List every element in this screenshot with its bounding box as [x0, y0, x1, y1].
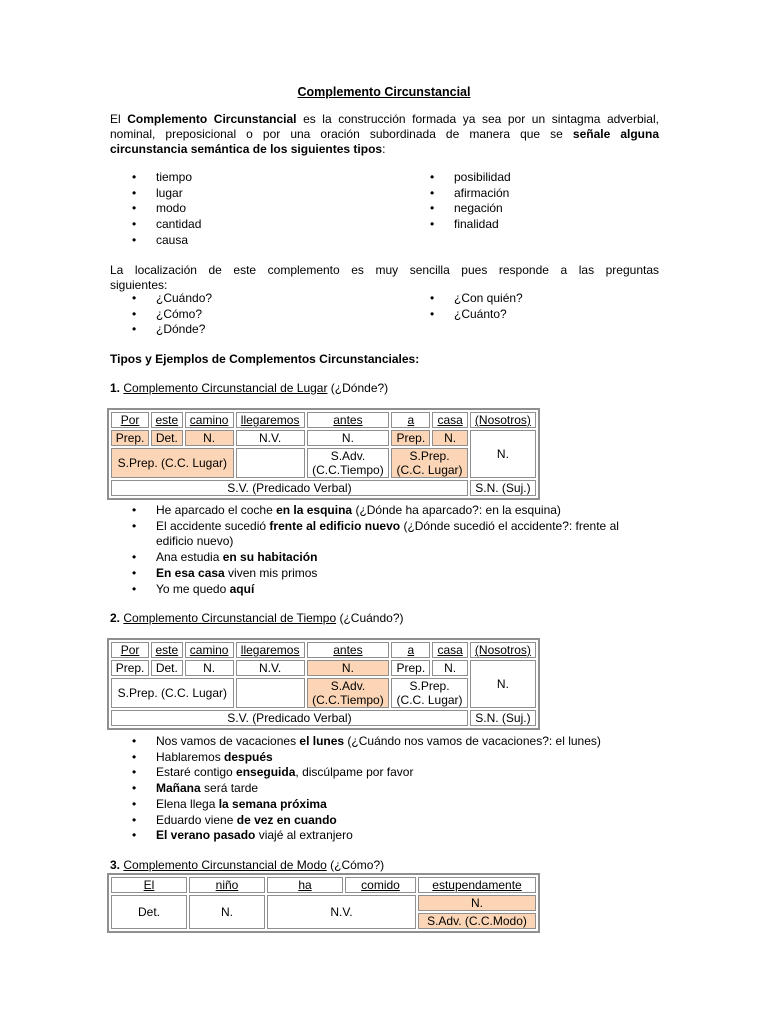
loc-line-1: La localización de este complemento es muy sencilla pues responde a las preguntas: [110, 263, 659, 277]
word-cell: estupendamente: [418, 877, 536, 893]
n-cell: N.: [470, 430, 536, 478]
word-cell: Por: [111, 412, 149, 428]
category-cell: N.V.: [267, 895, 416, 929]
list-item: • ¿Dónde?: [110, 322, 410, 338]
word-cell: antes: [307, 642, 390, 658]
category-cell: N.V.: [236, 660, 305, 676]
category-cell: Det.: [111, 895, 187, 929]
word-cell: llegaremos: [236, 412, 305, 428]
word-cell: casa: [432, 642, 467, 658]
list-item: • Yo me quedo aquí: [110, 582, 670, 598]
list-item: • tiempo: [110, 170, 410, 186]
section-1-heading: 1. Complemento Circunstancial de Lugar (¿Dónde?): [110, 381, 389, 395]
empty-cell: [236, 448, 305, 478]
category-cell: Det.: [151, 430, 183, 446]
intro-line-1: El Complemento Circunstancial es la construcción formada ya sea por un sintagma adverbial,: [110, 112, 659, 126]
questions-list-left: [110, 291, 410, 338]
phrase-cell: S.Adv. (C.C.Modo): [418, 913, 536, 929]
word-cell: El: [111, 877, 187, 893]
analysis-table-lugar: [107, 408, 540, 500]
phrase-cell: S.Adv. (C.C.Tiempo): [307, 678, 390, 708]
questions-list-right: [408, 291, 658, 322]
list-item: • ¿Cuánto?: [408, 307, 658, 323]
category-cell: N.: [432, 660, 467, 676]
intro-line-3: circunstancia semántica de los siguientes tipos:: [110, 142, 386, 156]
predicate-cell: S.V. (Predicado Verbal): [111, 480, 468, 496]
list-item: • posibilidad: [408, 170, 658, 186]
subject-cell: S.N. (Suj.): [470, 710, 536, 726]
list-item: • ¿Cómo?: [110, 307, 410, 323]
page-title: Complemento Circunstancial: [297, 85, 471, 99]
list-item: • lugar: [110, 186, 410, 202]
word-cell: camino: [185, 412, 234, 428]
word-cell: a: [391, 642, 430, 658]
category-cell: Prep.: [111, 660, 149, 676]
word-cell: (Nosotros): [470, 642, 536, 658]
list-item: • Hablaremos después: [110, 750, 670, 766]
list-item: • Estaré contigo enseguida, discúlpame por favor: [110, 765, 670, 781]
localization-paragraph: [110, 263, 659, 293]
section-3-heading: 3. Complemento Circunstancial de Modo (¿Cómo?): [110, 858, 385, 872]
phrase-cell: S.Prep. (C.C. Lugar): [391, 678, 468, 708]
intro-paragraph: [110, 112, 659, 157]
list-item: • Nos vamos de vacaciones el lunes (¿Cuándo nos vamos de vacaciones?: el lunes): [110, 734, 670, 750]
category-cell: Prep.: [391, 430, 430, 446]
section-2-heading: 2. Complemento Circunstancial de Tiempo (¿Cuándo?): [110, 611, 404, 625]
phrase-cell: S.Prep. (C.C. Lugar): [111, 448, 234, 478]
word-cell: este: [151, 412, 183, 428]
analysis-table-modo: [107, 873, 540, 933]
word-cell: camino: [185, 642, 234, 658]
list-item: • negación: [408, 201, 658, 217]
intro-line-2: nominal, preposicional o por una oración subordinada de manera que se señale alguna: [110, 127, 659, 141]
list-item: • He aparcado el coche en la esquina (¿Dónde ha aparcado?: en la esquina): [110, 503, 670, 519]
list-item: • ¿Con quién?: [408, 291, 658, 307]
predicate-cell: S.V. (Predicado Verbal): [111, 710, 468, 726]
category-cell: Prep.: [111, 430, 149, 446]
phrase-cell: S.Adv. (C.C.Tiempo): [307, 448, 390, 478]
word-cell: a: [391, 412, 430, 428]
types-list-right: [408, 170, 658, 233]
category-cell: N.: [307, 430, 390, 446]
phrase-cell: S.Prep. (C.C. Lugar): [391, 448, 468, 478]
n-cell: N.: [470, 660, 536, 708]
list-item: • Elena llega la semana próxima: [110, 797, 670, 813]
phrase-cell: S.Prep. (C.C. Lugar): [111, 678, 234, 708]
list-item: • finalidad: [408, 217, 658, 233]
types-heading: Tipos y Ejemplos de Complementos Circunstanciales:: [110, 352, 420, 366]
category-cell: Det.: [151, 660, 183, 676]
list-item: • afirmación: [408, 186, 658, 202]
word-cell: antes: [307, 412, 390, 428]
category-cell: N.: [432, 430, 467, 446]
list-item: • cantidad: [110, 217, 410, 233]
list-item: • causa: [110, 233, 410, 249]
analysis-table-tiempo: [107, 638, 540, 730]
list-item: • ¿Cuándo?: [110, 291, 410, 307]
word-cell: Por: [111, 642, 149, 658]
list-item: • El accidente sucedió frente al edificio nuevo (¿Dónde sucedió el accidente?: frente al edificio nuevo): [110, 519, 670, 550]
category-cell: Prep.: [391, 660, 430, 676]
category-cell: N.V.: [236, 430, 305, 446]
examples-lugar: [110, 503, 670, 597]
category-cell: N.: [418, 895, 536, 911]
loc-line-2: siguientes:: [110, 278, 168, 292]
word-cell: llegaremos: [236, 642, 305, 658]
word-cell: (Nosotros): [470, 412, 536, 428]
examples-tiempo: [110, 734, 670, 844]
word-cell: ha: [267, 877, 343, 893]
word-cell: niño: [189, 877, 265, 893]
word-cell: comido: [345, 877, 416, 893]
category-cell: N.: [307, 660, 390, 676]
word-cell: casa: [432, 412, 467, 428]
list-item: • Ana estudia en su habitación: [110, 550, 670, 566]
category-cell: N.: [185, 660, 234, 676]
empty-cell: [236, 678, 305, 708]
list-item: • En esa casa viven mis primos: [110, 566, 670, 582]
list-item: • Eduardo viene de vez en cuando: [110, 813, 670, 829]
list-item: • modo: [110, 201, 410, 217]
types-list-left: [110, 170, 410, 249]
category-cell: N.: [189, 895, 265, 929]
list-item: • El verano pasado viajé al extranjero: [110, 828, 670, 844]
word-cell: este: [151, 642, 183, 658]
list-item: • Mañana será tarde: [110, 781, 670, 797]
subject-cell: S.N. (Suj.): [470, 480, 536, 496]
category-cell: N.: [185, 430, 234, 446]
